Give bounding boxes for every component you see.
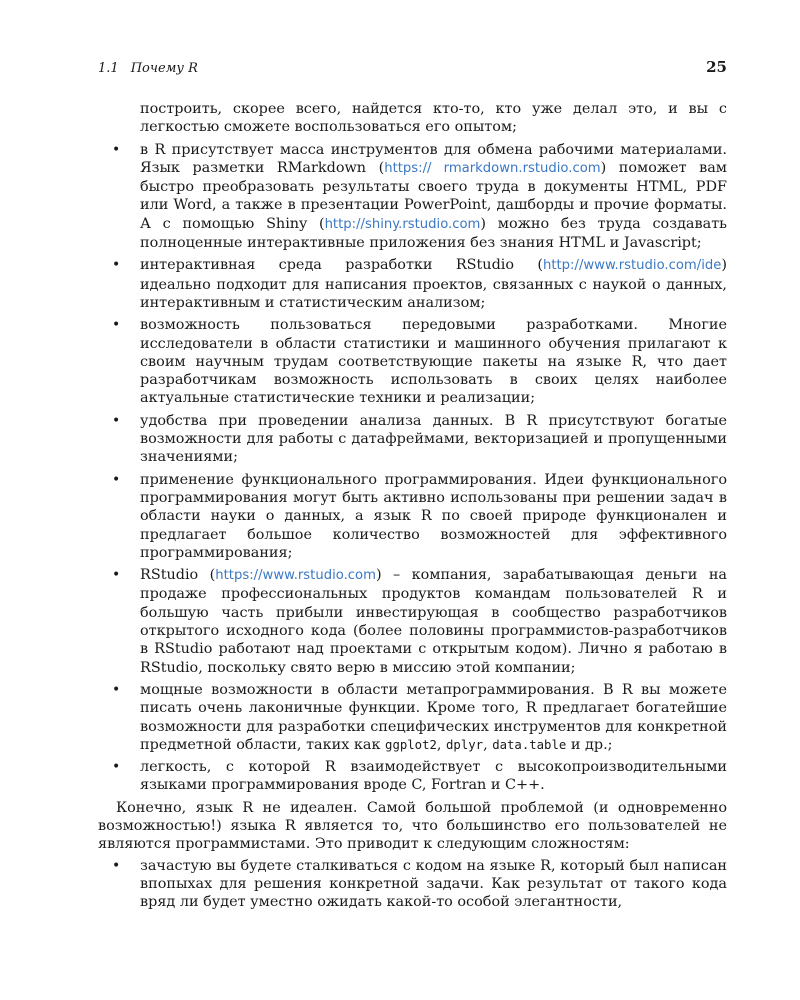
list-item-text: зачастую вы будете сталкиваться с кодом на языке R, который был написан впопыхах для решения конкретной задачи. Как результат от такого кода вряд ли будет уместно ожидать какой-то особой элегантности, — [140, 857, 727, 911]
advantages-list — [98, 141, 727, 795]
rmarkdown-link[interactable]: https:// rmarkdown.rstudio.com — [384, 160, 601, 176]
list-item-text: легкость, с которой R взаимодействует с высокопроизводительными языками программирования вроде C, Fortran и C++. — [140, 759, 727, 794]
page-number: 25 — [706, 58, 727, 76]
list-item-text: интерактивная среда разработки RStudio ( — [140, 257, 543, 274]
list-item-text: ) поможет вам быстро преобразовать результаты своего труда в документы HTML, PDF или Word, а также в презентации PowerPoint, дашборды и прочие форматы. А с помощью Shiny ( — [140, 159, 728, 232]
body-paragraph: Конечно, язык R не идеален. Самой большой проблемой (и одновременно возможностью!) языка R является то, что большинство его пользователей не являются программистами. Это приводит к следующим сложностям: — [98, 799, 727, 853]
continued-list-item: построить, скорее всего, найдется кто-то, кто уже делал это, и вы с легкостью сможете воспользоваться его опытом; — [140, 101, 727, 136]
list-item-text: ) идеально подходит для написания проектов, связанных с наукой о данных, интерактивным и статистическим анализом; — [140, 257, 727, 311]
list-item — [98, 566, 727, 677]
bullet-icon: • — [112, 412, 121, 429]
code-ggplot2: ggplot2 — [385, 737, 437, 752]
book-page — [98, 58, 727, 915]
list-item-text: ) – компания, зарабатывающая деньги на продаже профессиональных продуктов командам пользователей R и большую часть прибыли инвестирующая в сообщество разработчиков открытого исходного кода (более половины программистов-разработчиков в RStudio работают над проектами с открытым кодом). Лично я работаю в RStudio, поскольку свято верю в миссию этой компании; — [140, 567, 727, 676]
list-item — [98, 471, 727, 562]
running-header — [98, 58, 727, 84]
bullet-icon: • — [112, 681, 121, 698]
bullet-icon: • — [112, 257, 121, 274]
list-item-text: RStudio ( — [140, 567, 216, 584]
bullet-icon: • — [112, 141, 121, 158]
section-number: 1.1 — [98, 61, 119, 76]
code-data-table: data.table — [492, 737, 567, 752]
list-item — [98, 681, 727, 754]
list-item-text: , — [436, 736, 447, 753]
section-heading — [98, 61, 198, 76]
list-item — [98, 412, 727, 467]
bullet-icon: • — [112, 759, 121, 776]
section-title: Почему R — [130, 61, 198, 76]
rstudio-link[interactable]: https://www.rstudio.com — [215, 568, 376, 584]
list-item-text: ) можно без труда создавать полноценные интерактивные приложения без знания HTML и Javascript; — [140, 215, 727, 252]
list-item-text: мощные возможности в области метапрограммирования. В R вы можете писать очень лаконичные функции. Кроме того, R предлагает богатейшие возможности для разработки специфических инструментов для конкретной предметной области, таких как — [140, 681, 727, 753]
list-item-text: удобства при проведении анализа данных. В R присутствуют богатые возможности для работы с датафреймами, векторизацией и пропущенными значениями; — [140, 412, 727, 466]
shiny-link[interactable]: http://shiny.rstudio.com — [324, 216, 481, 232]
code-dplyr: dplyr — [446, 737, 484, 752]
list-item-text: применение функционального программирования. Идеи функционального программирования могут быть активно использованы при решении задач в области науки о данных, а язык R по своей природе функционален и предлагает большое количество возможностей для эффективного программирования; — [140, 471, 727, 561]
list-item-text: и др.; — [566, 736, 613, 753]
list-item-text: в R присутствует масса инструментов для обмена рабочими материалами. Язык разметки RMarkdown ( — [140, 141, 727, 176]
rstudio-ide-link[interactable]: http://www.rstudio.com/ide — [542, 258, 722, 274]
list-item — [98, 316, 727, 407]
difficulties-list — [98, 857, 727, 912]
list-item — [98, 758, 727, 795]
list-item — [98, 256, 727, 312]
bullet-icon: • — [112, 857, 121, 874]
page-body — [98, 100, 727, 911]
bullet-icon: • — [112, 471, 121, 488]
list-item — [98, 141, 727, 253]
bullet-icon: • — [112, 567, 121, 584]
bullet-icon: • — [112, 317, 121, 334]
list-item-text: возможность пользоваться передовыми разработками. Многие исследователи в области статистики и машинного обучения прилагают к своим научным трудам соответствующие пакеты на языке R, что дает разработчикам возможность использовать в своих целях наиболее актуальные статистические техники и реализации; — [140, 317, 727, 407]
list-item — [98, 857, 727, 912]
list-item-text: , — [483, 736, 493, 753]
